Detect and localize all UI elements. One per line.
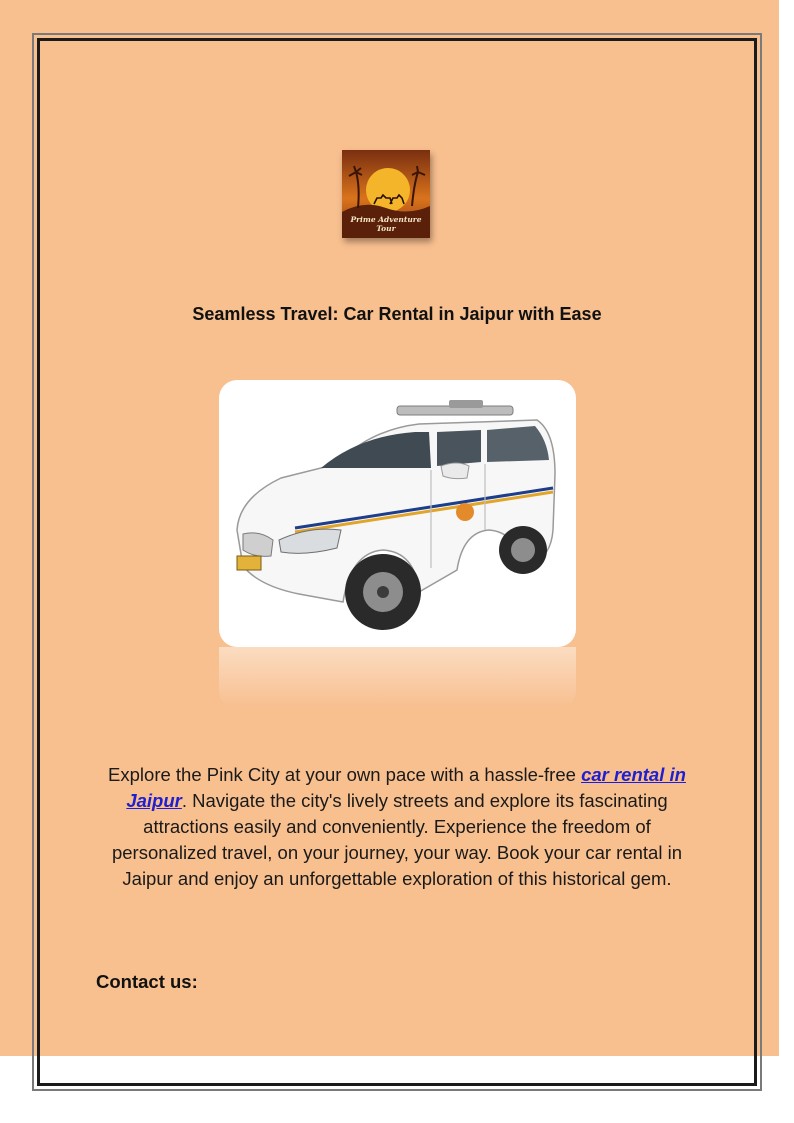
description-paragraph: [96, 762, 698, 892]
document-title: Seamless Travel: Car Rental in Jaipur with Ease: [192, 304, 602, 324]
company-logo: [342, 150, 430, 238]
paragraph-text-start: Explore the Pink City at your own pace with a hassle-free: [108, 764, 582, 785]
paragraph-text-end: . Navigate the city's lively streets and explore its fascinating attractions easily and conveniently. Experience the freedom of personalized travel, on your journey, your way. Book your car rental in Jaipur and enjoy an unforgettable exploration of this historical gem.: [111, 790, 682, 889]
car-photo-reflection: [219, 647, 576, 709]
car-rental-link[interactable]: car rental in Jaipur: [126, 764, 686, 811]
contact-heading: Contact us:: [96, 971, 198, 992]
car-photo: [219, 380, 576, 647]
logo-line-1: Prime Adventure: [350, 215, 422, 224]
logo-line-2: Tour: [376, 224, 396, 233]
